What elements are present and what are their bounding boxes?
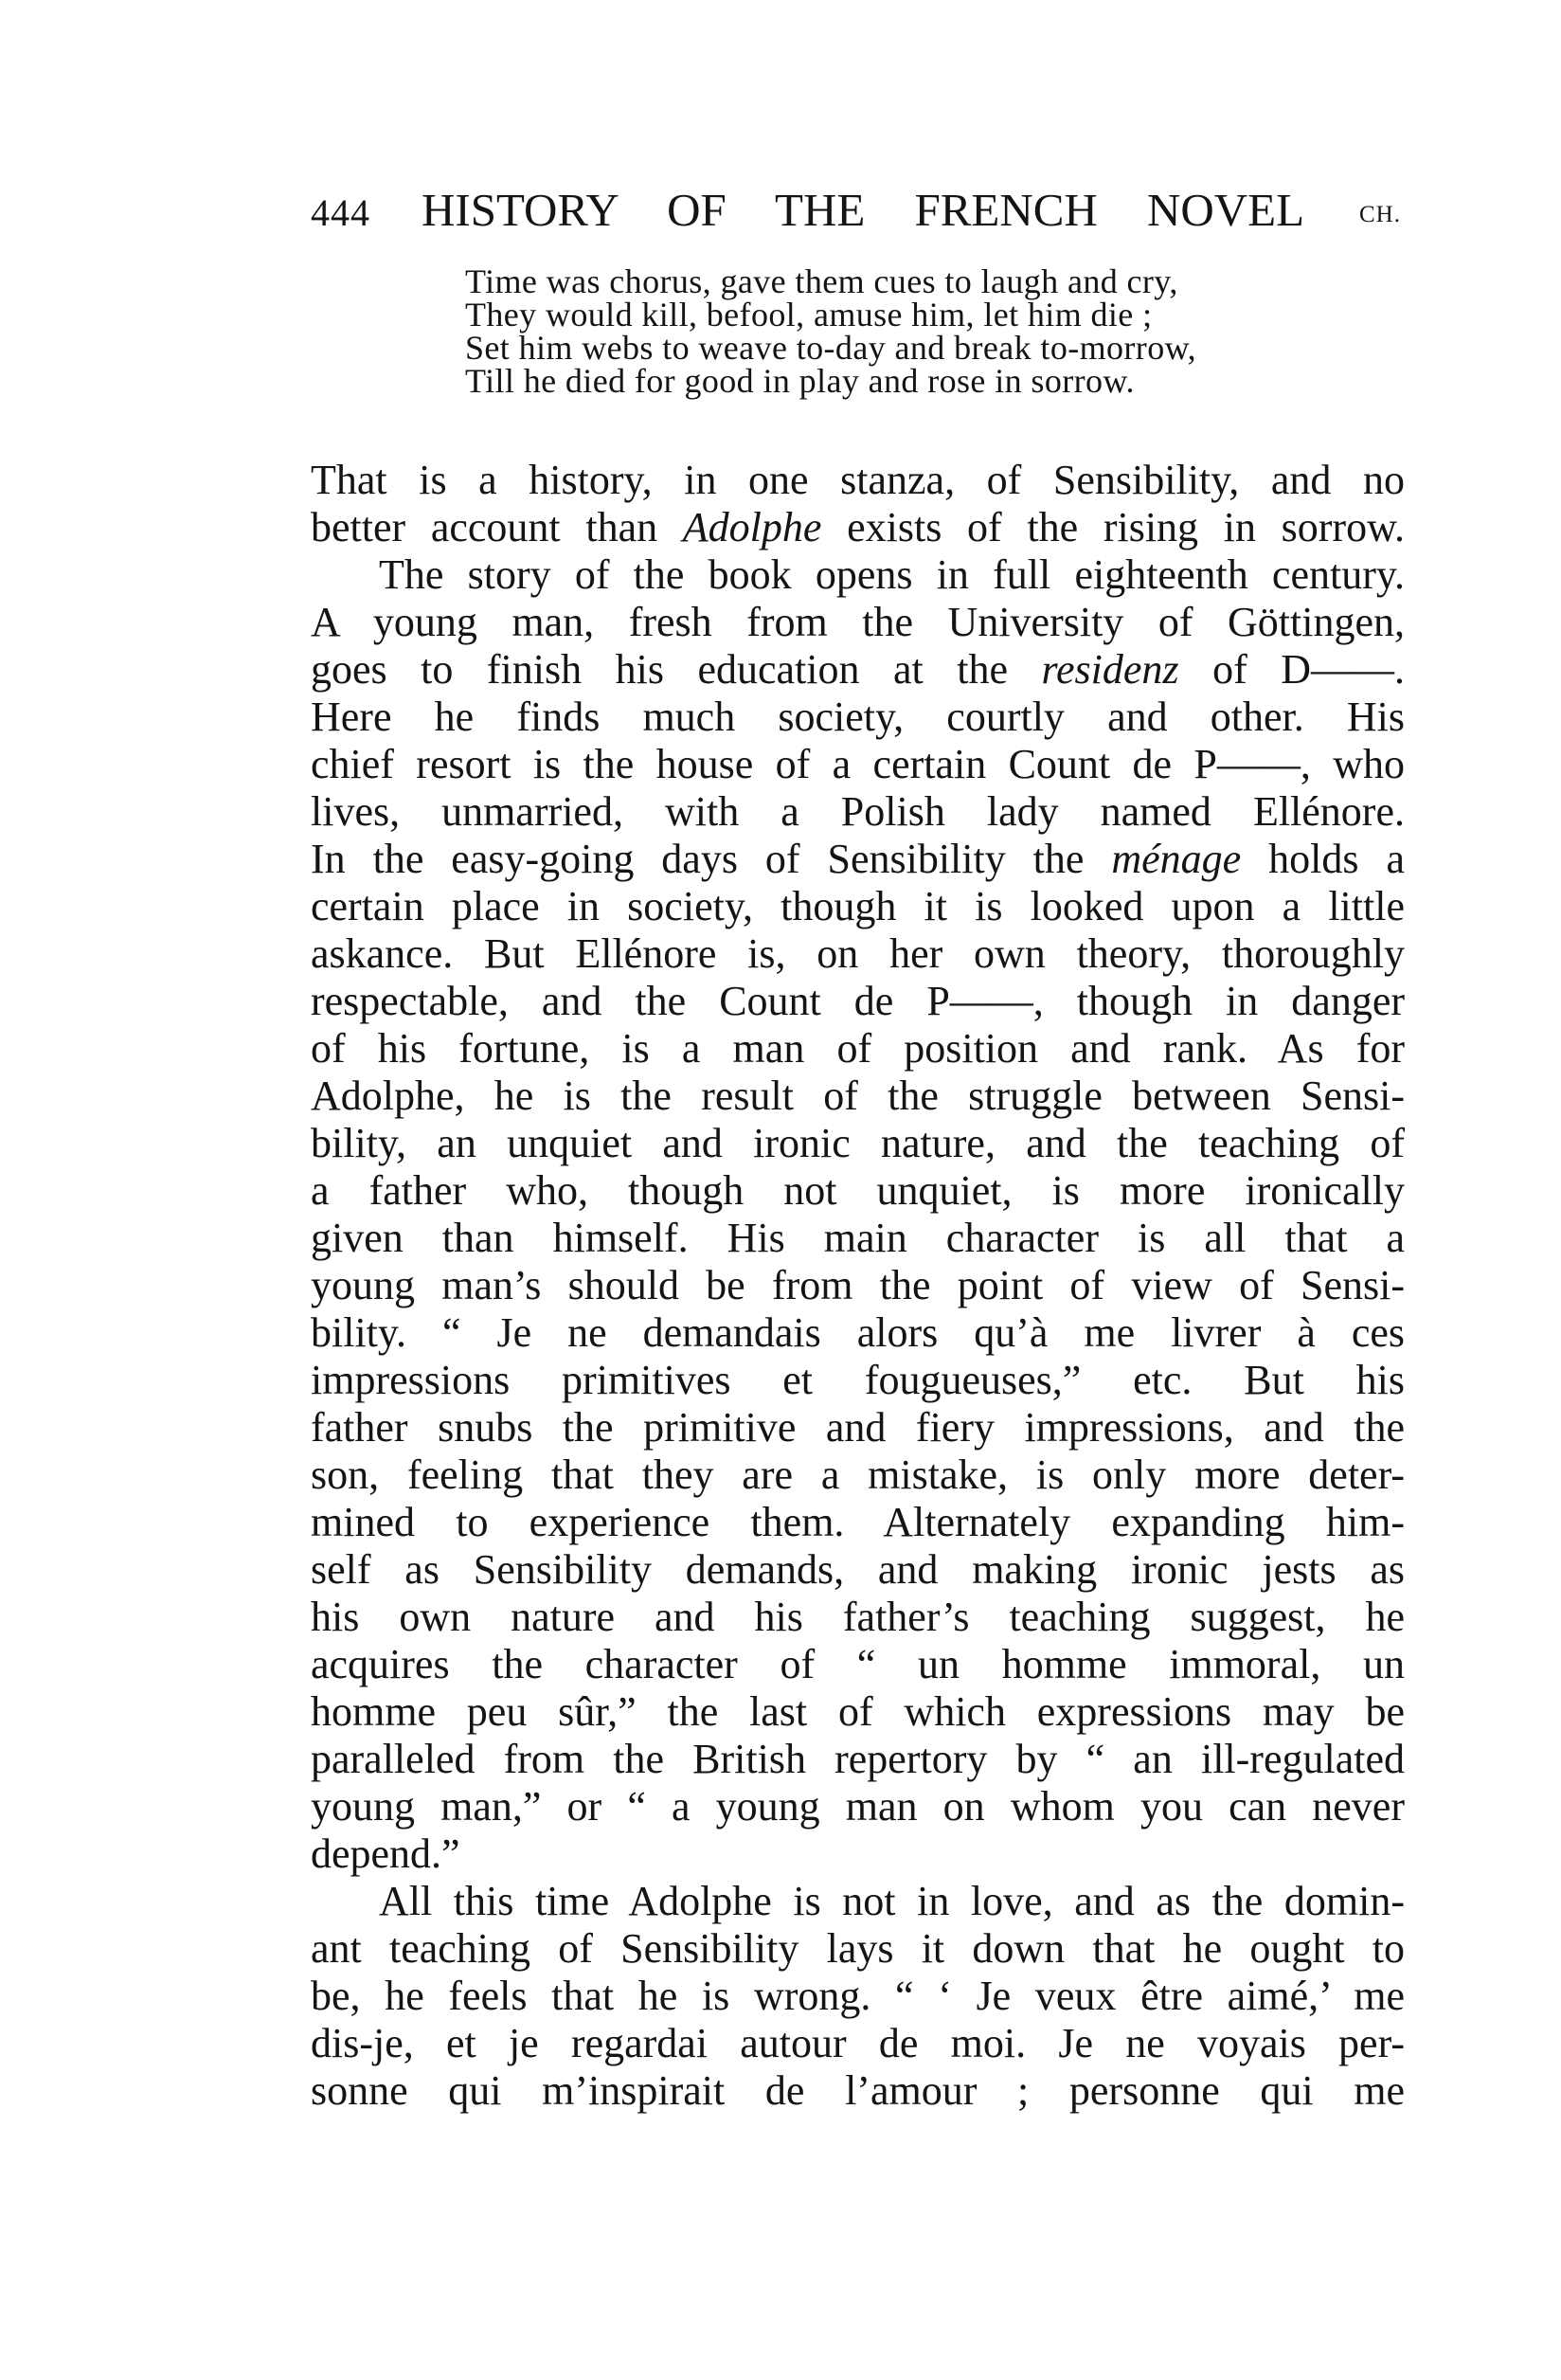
italic-word: ménage [1111, 836, 1242, 882]
text-segment: goes to finish his education at the [311, 646, 1042, 693]
text-line: son, feeling that they are a mistake, is only more deter- [311, 1451, 1405, 1498]
text-segment: better account than [311, 504, 683, 550]
text-line: lives, unmarried, with a Polish lady named Ellénore. [311, 788, 1405, 835]
text-line [311, 836, 1405, 883]
verse-line: Set him webs to weave to-day and break to-morrow, [465, 329, 1197, 367]
text-line: acquires the character of “ un homme immoral, un [311, 1641, 1405, 1687]
body-text [311, 457, 1405, 2115]
text-line: All this time Adolphe is not in love, and as the domin- [379, 1878, 1405, 1924]
verse-line: They would kill, befool, amuse him, let him die ; [465, 296, 1153, 334]
text-line: The story of the book opens in full eighteenth century. [379, 551, 1405, 598]
text-line: bility. “ Je ne demandais alors qu’à me livrer à ces [311, 1309, 1405, 1356]
text-line: homme peu sûr,” the last of which expressions may be [311, 1688, 1405, 1735]
page-number: 444 [311, 191, 370, 234]
text-line: self as Sensibility demands, and making ironic jests as [311, 1546, 1405, 1593]
text-line: respectable, and the Count de P——, though in danger [311, 978, 1405, 1024]
text-line: young man,” or “ a young man on whom you can never [311, 1783, 1405, 1830]
text-line: A young man, fresh from the University of Göttingen, [311, 599, 1405, 645]
italic-word: residenz [1041, 646, 1179, 693]
text-line: of his fortune, is a man of position and rank. As for [311, 1025, 1405, 1072]
text-segment: exists of the rising in sorrow. [821, 504, 1405, 550]
text-line: depend.” [311, 1830, 460, 1877]
text-line: mined to experience them. Alternately expanding him- [311, 1499, 1405, 1545]
text-line [311, 646, 1405, 694]
text-line: chief resort is the house of a certain Count de P——, who [311, 741, 1405, 787]
text-line: askance. But Ellénore is, on her own theory, thoroughly [311, 930, 1405, 977]
text-line: ant teaching of Sensibility lays it down that he ought to [311, 1925, 1405, 1972]
text-line [311, 504, 1405, 551]
text-line: young man’s should be from the point of view of Sensi- [311, 1262, 1405, 1308]
text-segment: of D——. [1178, 646, 1405, 693]
text-line: bility, an unquiet and ironic nature, and the teaching of [311, 1120, 1405, 1166]
verse-line: Time was chorus, gave them cues to laugh and cry, [465, 262, 1178, 300]
text-line: his own nature and his father’s teaching suggest, he [311, 1594, 1405, 1640]
book-title-italic: Adolphe [682, 504, 822, 550]
text-line: paralleled from the British repertory by “ an ill-regulated [311, 1736, 1405, 1782]
text-line: given than himself. His main character is all that a [311, 1215, 1405, 1261]
text-line: father snubs the primitive and fiery impressions, and the [311, 1404, 1405, 1451]
text-segment: holds a [1241, 836, 1405, 882]
running-title: HISTORY OF THE FRENCH NOVEL [422, 184, 1304, 236]
verse-line: Till he died for good in play and rose in sorrow. [465, 362, 1135, 400]
text-line: impressions primitives et fougueuses,” etc. But his [311, 1357, 1405, 1403]
verse-quotation [465, 262, 1197, 400]
text-line: be, he feels that he is wrong. “ ‘ Je veux être aimé,’ me [311, 1973, 1405, 2019]
chapter-abbreviation: CH. [1359, 202, 1401, 227]
text-line: a father who, though not unquiet, is more ironically [311, 1167, 1405, 1214]
text-line: Adolphe, he is the result of the struggle between Sensi- [311, 1073, 1405, 1119]
running-header [311, 186, 1409, 239]
text-segment: In the easy-going days of Sensibility the [311, 836, 1112, 882]
text-line: That is a history, in one stanza, of Sensibility, and no [311, 457, 1405, 503]
text-line: sonne qui m’inspirait de l’amour ; personne qui me [311, 2067, 1405, 2114]
text-line: dis-je, et je regardai autour de moi. Je ne voyais per- [311, 2020, 1405, 2066]
text-line: Here he finds much society, courtly and other. His [311, 694, 1405, 740]
text-line: certain place in society, though it is looked upon a little [311, 883, 1405, 929]
